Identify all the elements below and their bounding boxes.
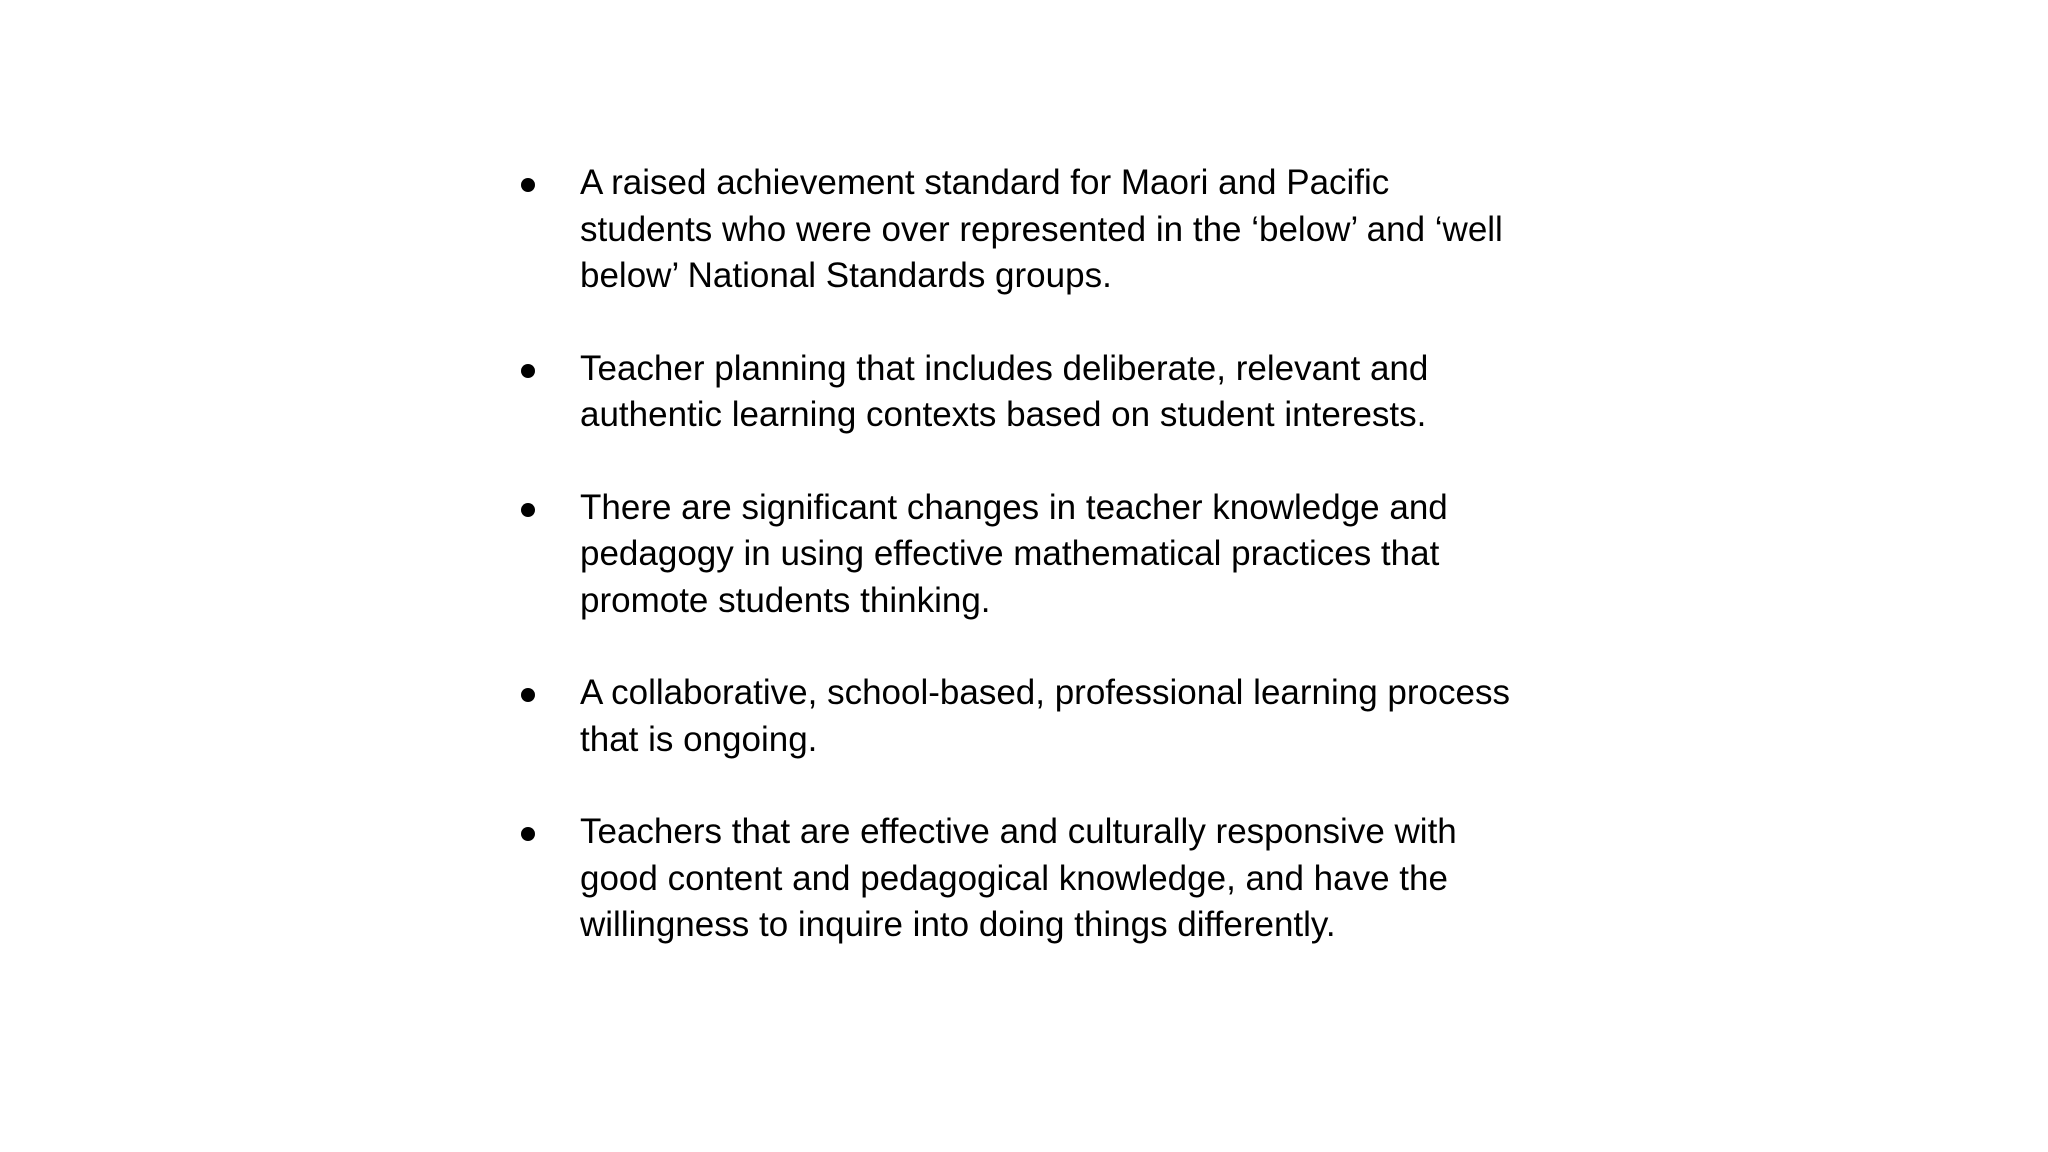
bullet-item-teachers [512, 809, 1522, 949]
bullet-text: Teachers that are effective and culturally responsive with good content and pedagogical knowledge, and have the willingness to inquire into doing things differently. [580, 812, 1457, 944]
bullet-icon [521, 178, 535, 192]
bullet-item-achievement [512, 160, 1522, 300]
bullet-item-collaborative [512, 670, 1522, 763]
bullet-icon [521, 688, 535, 702]
bullet-item-pedagogy [512, 485, 1522, 625]
bullet-item-planning [512, 346, 1522, 439]
bullet-icon [521, 503, 535, 517]
bullet-icon [521, 827, 535, 841]
bullet-text: A collaborative, school-based, professional learning process that is ongoing. [580, 673, 1510, 759]
bullet-text: Teacher planning that includes deliberate, relevant and authentic learning contexts based on student interests. [580, 348, 1429, 434]
bullet-icon [521, 364, 535, 378]
bullet-text: A raised achievement standard for Maori and Pacific students who were over represented in the ‘below’ and ‘well below’ National Standards groups. [580, 163, 1503, 295]
bullet-text: There are significant changes in teacher knowledge and pedagogy in using effective mathematical practices that promote students thinking. [580, 487, 1448, 620]
bullet-list [512, 160, 1522, 995]
